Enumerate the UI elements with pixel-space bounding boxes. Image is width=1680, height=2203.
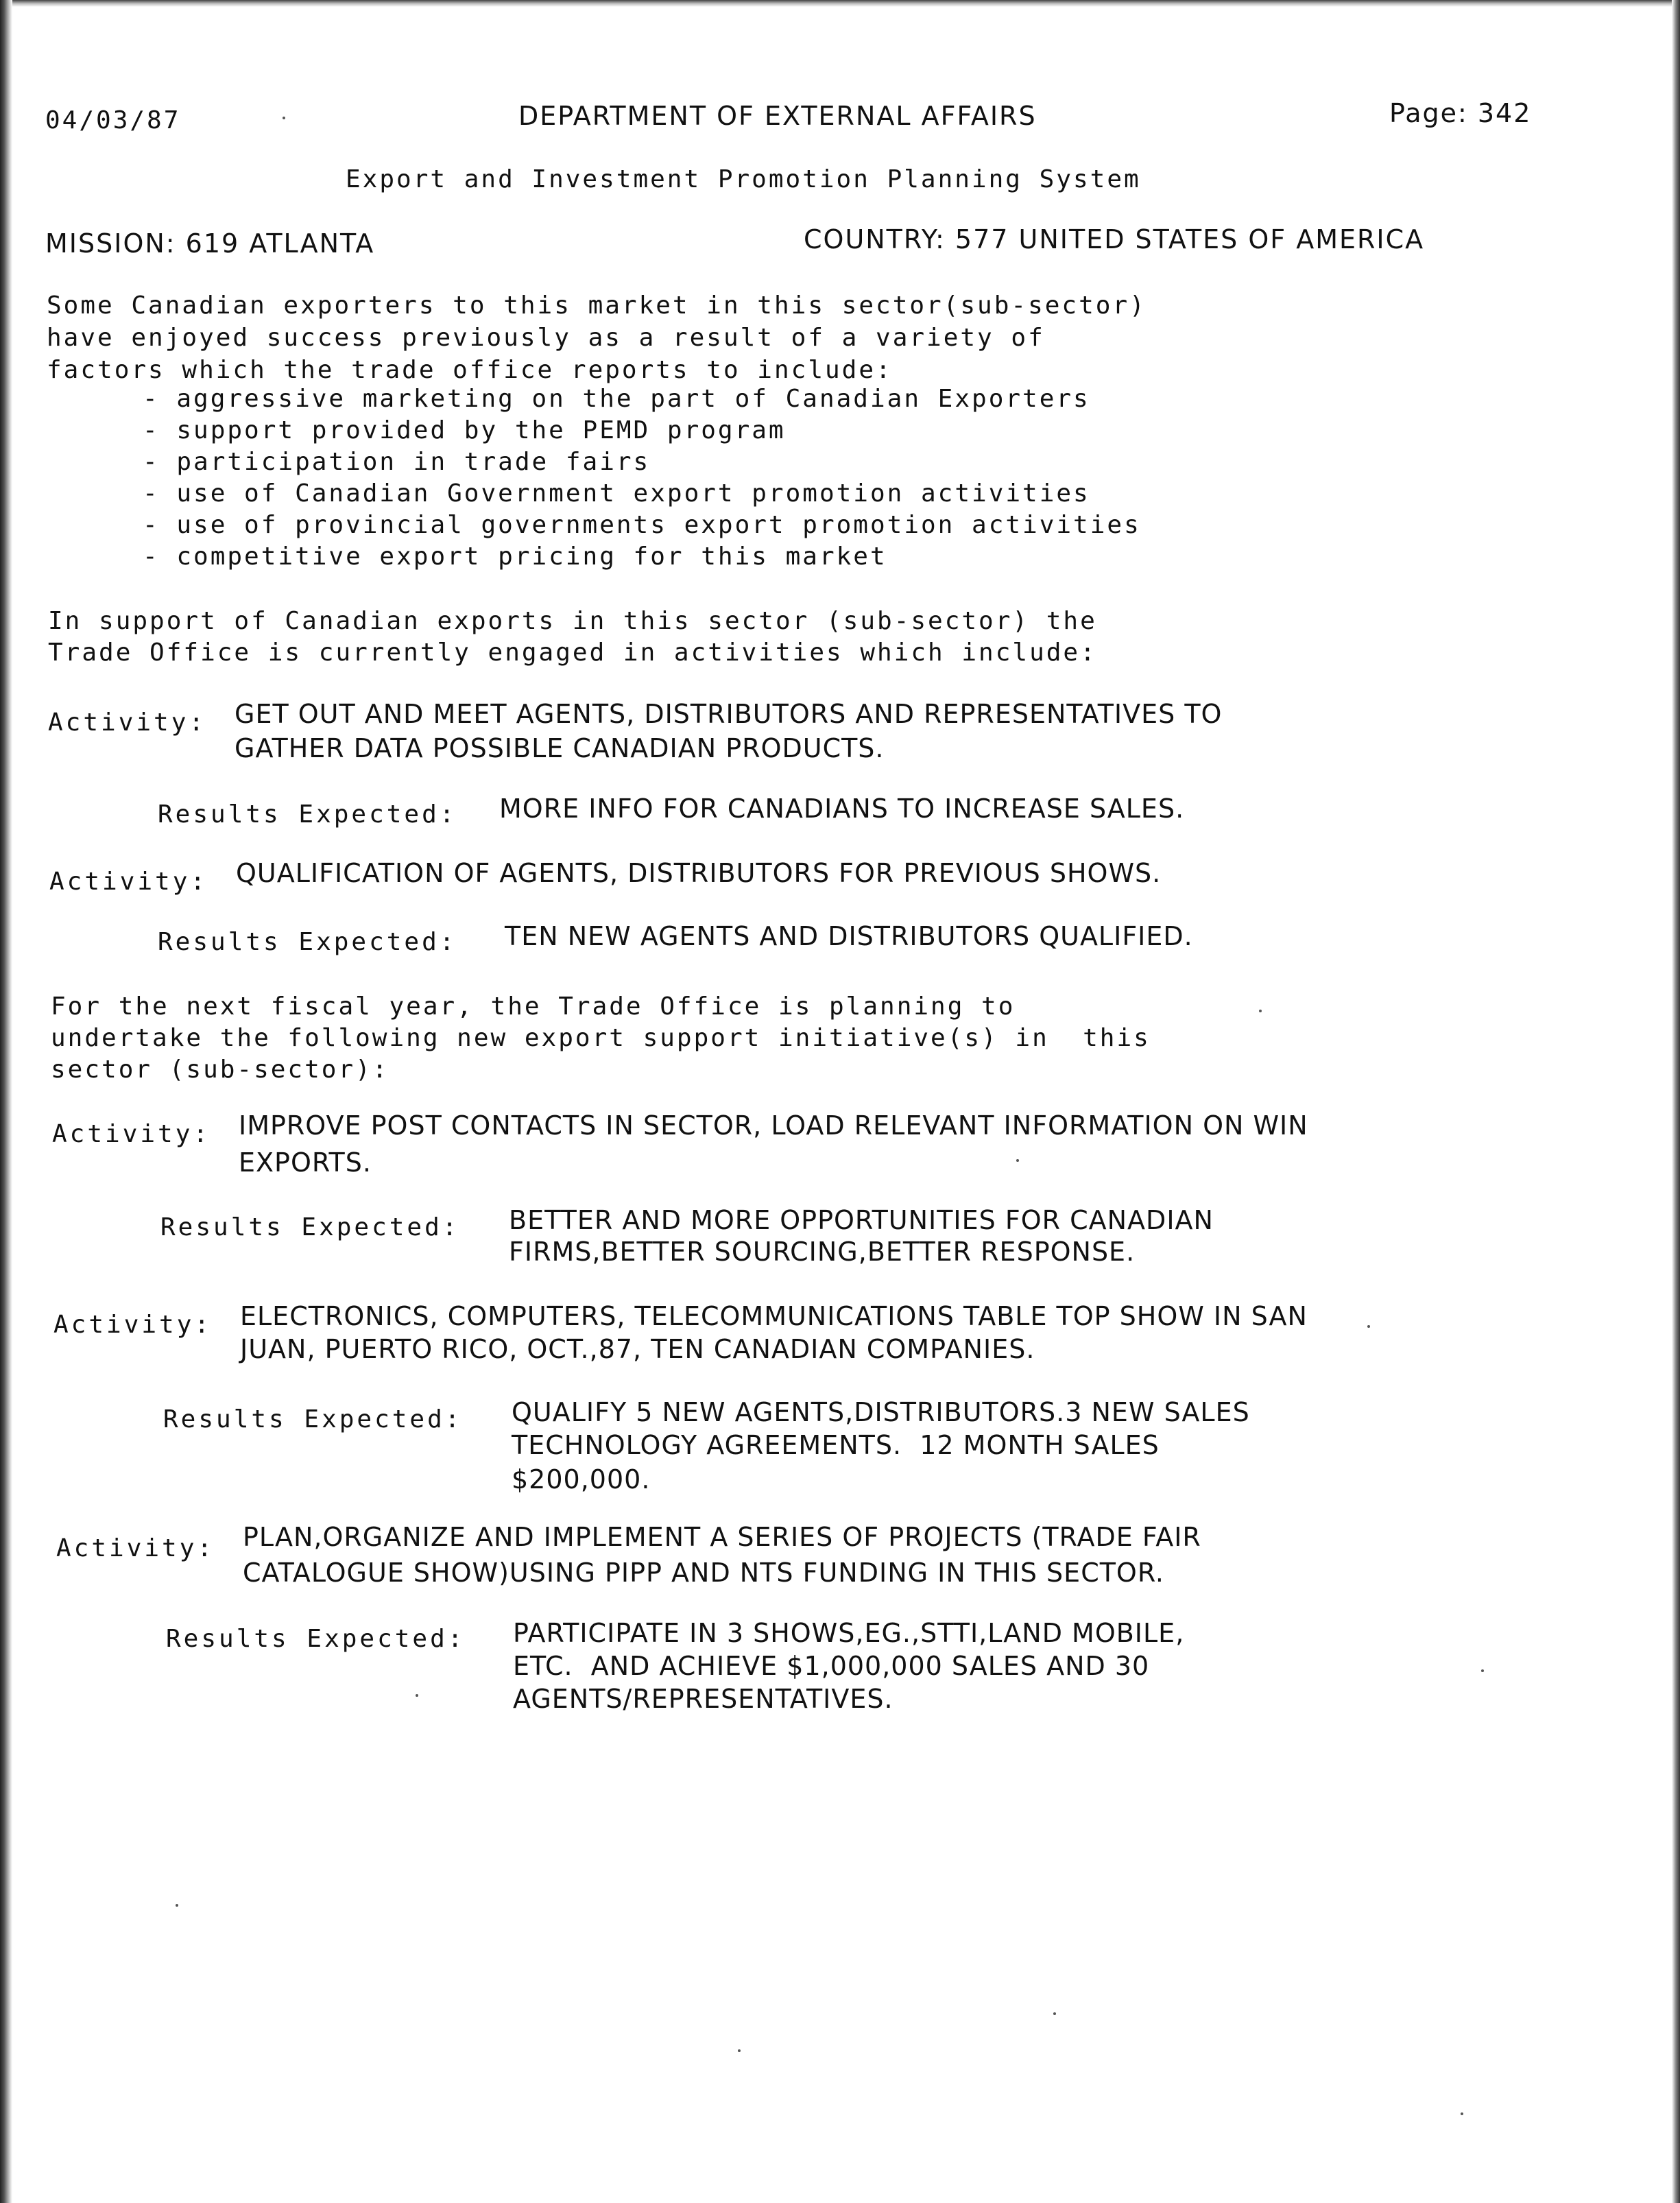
mission: MISSION: 619 ATLANTA xyxy=(45,228,375,259)
results-text: MORE INFO FOR CANADIANS TO INCREASE SALES. xyxy=(499,794,1185,824)
activity-text: GATHER DATA POSSIBLE CANADIAN PRODUCTS. xyxy=(235,733,885,763)
activity-label: Activity: xyxy=(48,708,207,737)
results-label: Results Expected: xyxy=(160,1213,460,1241)
scan-speck xyxy=(1053,2012,1056,2015)
next-year-intro-line: undertake the following new export support initiative(s) in this xyxy=(51,1024,1151,1052)
report-date: 04/03/87 xyxy=(45,106,181,134)
activity-label: Activity: xyxy=(56,1534,215,1562)
results-text: QUALIFY 5 NEW AGENTS,DISTRIBUTORS.3 NEW SALES xyxy=(512,1397,1250,1427)
activity-text: GET OUT AND MEET AGENTS, DISTRIBUTORS AND REPRESENTATIVES TO xyxy=(235,699,1223,729)
results-text: FIRMS,BETTER SOURCING,BETTER RESPONSE. xyxy=(509,1237,1136,1267)
success-factor: - use of Canadian Government export promotion activities xyxy=(143,479,1090,508)
success-factor: - participation in trade fairs xyxy=(143,448,651,476)
results-text: TECHNOLOGY AGREEMENTS. 12 MONTH SALES xyxy=(512,1430,1160,1460)
scan-speck xyxy=(738,2049,741,2052)
scan-speck xyxy=(416,1694,418,1697)
results-label: Results Expected: xyxy=(158,928,457,956)
results-text: AGENTS/REPRESENTATIVES. xyxy=(513,1684,893,1714)
results-text: ETC. AND ACHIEVE $1,000,000 SALES AND 30 xyxy=(513,1651,1150,1681)
system-title: Export and Investment Promotion Planning System xyxy=(346,165,1141,193)
scan-speck xyxy=(1016,1159,1019,1162)
activity-text: JUAN, PUERTO RICO, OCT.,87, TEN CANADIAN COMPANIES. xyxy=(240,1334,1035,1364)
country: COUNTRY: 577 UNITED STATES OF AMERICA xyxy=(804,224,1425,254)
activity-text: QUALIFICATION OF AGENTS, DISTRIBUTORS FOR PREVIOUS SHOWS. xyxy=(236,858,1162,888)
results-text: TEN NEW AGENTS AND DISTRIBUTORS QUALIFIED. xyxy=(505,921,1193,951)
department-title: DEPARTMENT OF EXTERNAL AFFAIRS xyxy=(518,101,1037,131)
success-factor: - aggressive marketing on the part of Canadian Exporters xyxy=(143,385,1090,413)
activity-label: Activity: xyxy=(52,1120,211,1148)
activity-text: CATALOGUE SHOW)USING PIPP AND NTS FUNDING IN THIS SECTOR. xyxy=(243,1558,1164,1588)
activity-text: IMPROVE POST CONTACTS IN SECTOR, LOAD RELEVANT INFORMATION ON WIN xyxy=(239,1110,1308,1141)
results-label: Results Expected: xyxy=(163,1405,463,1433)
results-label: Results Expected: xyxy=(166,1625,466,1653)
scan-speck xyxy=(283,117,285,119)
scan-right-edge xyxy=(1672,0,1680,2203)
scan-speck xyxy=(1481,1669,1484,1672)
success-intro-line: Some Canadian exporters to this market in this sector(sub-sector) xyxy=(47,291,1147,320)
scan-speck xyxy=(1461,2112,1463,2115)
results-text: $200,000. xyxy=(512,1464,651,1495)
results-label: Results Expected: xyxy=(158,800,457,829)
current-intro-line: Trade Office is currently engaged in activities which include: xyxy=(48,639,1097,667)
activity-label: Activity: xyxy=(49,868,208,896)
scan-top-edge xyxy=(0,0,1680,7)
results-text: BETTER AND MORE OPPORTUNITIES FOR CANADIAN xyxy=(509,1205,1214,1235)
next-year-intro-line: sector (sub-sector): xyxy=(51,1056,389,1084)
success-factor: - use of provincial governments export promotion activities xyxy=(143,511,1141,539)
success-factor: - competitive export pricing for this market xyxy=(143,543,887,571)
success-intro-line: factors which the trade office reports to include: xyxy=(47,356,893,384)
next-year-intro-line: For the next fiscal year, the Trade Office is planning to xyxy=(51,992,1016,1021)
scan-speck xyxy=(1259,1010,1262,1012)
scan-speck xyxy=(176,1904,178,1907)
success-intro-line: have enjoyed success previously as a result of a variety of xyxy=(47,324,1045,352)
activity-label: Activity: xyxy=(53,1311,213,1339)
page-number: Page: 342 xyxy=(1389,98,1532,128)
scan-left-edge xyxy=(0,0,12,2203)
activity-text: PLAN,ORGANIZE AND IMPLEMENT A SERIES OF PROJECTS (TRADE FAIR xyxy=(243,1522,1201,1552)
scan-speck xyxy=(1367,1325,1370,1328)
current-intro-line: In support of Canadian exports in this sector (sub-sector) the xyxy=(48,607,1097,635)
activity-text: EXPORTS. xyxy=(239,1147,372,1178)
success-factor: - support provided by the PEMD program xyxy=(143,416,786,444)
results-text: PARTICIPATE IN 3 SHOWS,EG.,STTI,LAND MOBILE, xyxy=(513,1618,1185,1648)
activity-text: ELECTRONICS, COMPUTERS, TELECOMMUNICATIONS TABLE TOP SHOW IN SAN xyxy=(240,1301,1308,1331)
